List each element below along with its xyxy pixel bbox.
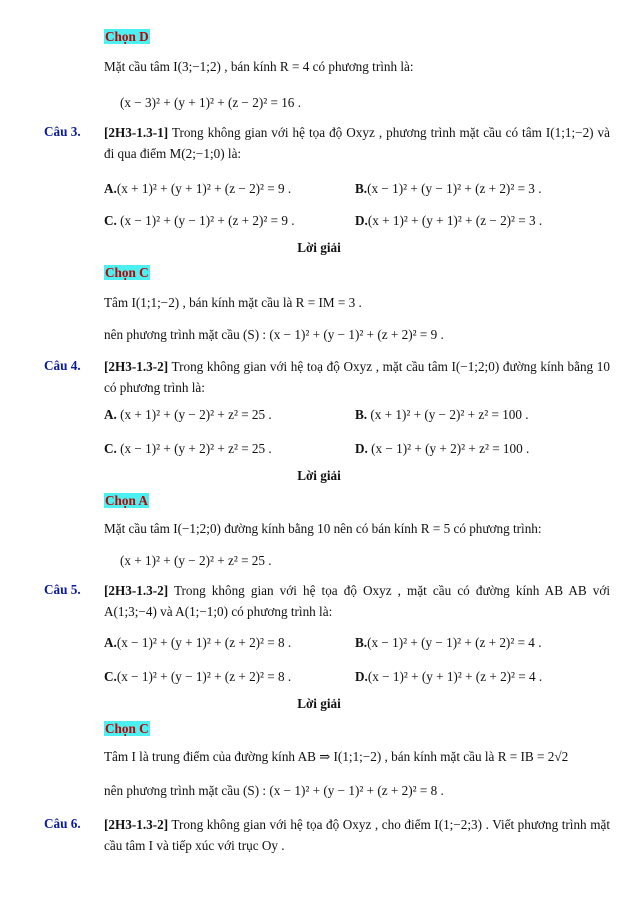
answer-choice-label [104, 264, 150, 282]
solution-line: Tâm I là trung điểm của đường kính AB ⇒ I(1;1;−2) , bán kính mặt cầu là R = IB = 2√2 [104, 749, 569, 764]
question-tag: [2H3-1.3-2] [104, 359, 169, 374]
choice-d: D.(x − 1)² + (y + 1)² + (z + 2)² = 4 . [355, 669, 543, 684]
solution-line: Tâm I(1;1;−2) , bán kính mặt cầu là R = IM = 3 . [104, 295, 362, 310]
solution-line: nên phương trình mặt cầu (S) : (x − 1)² + (y − 1)² + (z + 2)² = 9 . [104, 327, 444, 342]
choice-b: B.(x − 1)² + (y − 1)² + (z + 2)² = 4 . [355, 635, 542, 650]
answer-choice-label [104, 492, 149, 510]
solution-line: Mặt cầu tâm I(−1;2;0) đường kính bằng 10 nên có bán kính R = 5 có phương trình: [104, 521, 542, 536]
choice-c: C. (x − 1)² + (y − 1)² + (z + 2)² = 9 . [104, 213, 295, 228]
question-tag: [2H3-1.3-2] [104, 583, 169, 598]
equation: (x − 3)² + (y + 1)² + (z − 2)² = 16 . [120, 95, 301, 110]
question-body: Trong không gian với hệ tọa độ Oxyz , cho điểm I(1;−2;3) . Viết phương trình mặt cầu tâm I và tiếp xúc với trục Oy . [104, 817, 610, 853]
question-body: Trong không gian với hệ toạ độ Oxyz , mặt cầu tâm I(−1;2;0) đường kính bằng 10 có phương trình là: [104, 359, 610, 395]
choice-b: B.(x − 1)² + (y − 1)² + (z + 2)² = 3 . [355, 181, 542, 196]
highlight-chon-a: Chọn A [105, 493, 148, 508]
solution-heading: Lời giải [297, 468, 341, 483]
question-tag: [2H3-1.3-2] [104, 817, 169, 832]
choice-c: C.(x − 1)² + (y − 1)² + (z + 2)² = 8 . [104, 669, 292, 684]
choice-d: D.(x + 1)² + (y + 1)² + (z − 2)² = 3 . [355, 213, 543, 228]
question-text [104, 356, 610, 398]
question-number: Câu 6. [44, 816, 81, 831]
choice-d: D. (x − 1)² + (y + 2)² + z² = 100 . [355, 441, 530, 456]
solution-heading: Lời giải [297, 696, 341, 711]
question-text [104, 814, 610, 856]
answer-choice-label [104, 720, 150, 738]
choice-c: C. (x − 1)² + (y + 2)² + z² = 25 . [104, 441, 272, 456]
choice-a: A. (x + 1)² + (y − 2)² + z² = 25 . [104, 407, 272, 422]
highlight-chon-c: Chọn C [105, 265, 149, 280]
choice-b: B. (x + 1)² + (y − 2)² + z² = 100 . [355, 407, 529, 422]
solution-line: Mặt cầu tâm I(3;−1;2) , bán kính R = 4 có phương trình là: [104, 59, 414, 74]
highlight-chon-c: Chọn C [105, 721, 149, 736]
question-number: Câu 3. [44, 124, 81, 139]
question-text [104, 122, 610, 164]
highlight-chon-d: Chọn D [105, 29, 149, 44]
question-text [104, 580, 610, 622]
choice-a: A.(x − 1)² + (y + 1)² + (z + 2)² = 8 . [104, 635, 292, 650]
choice-a: A.(x + 1)² + (y + 1)² + (z − 2)² = 9 . [104, 181, 292, 196]
equation: (x + 1)² + (y − 2)² + z² = 25 . [120, 553, 272, 568]
solution-line: nên phương trình mặt cầu (S) : (x − 1)² + (y − 1)² + (z + 2)² = 8 . [104, 783, 444, 798]
solution-heading: Lời giải [297, 240, 341, 255]
question-number: Câu 5. [44, 582, 81, 597]
question-body: Trong không gian với hệ tọa độ Oxyz , mặt cầu có đường kính AB AB với A(1;3;−4) và A(1;−1;0) có phương trình là: [104, 583, 610, 619]
answer-choice-label [104, 28, 150, 46]
question-tag: [2H3-1.3-1] [104, 125, 169, 140]
question-body: Trong không gian với hệ tọa độ Oxyz , phương trình mặt cầu có tâm I(1;1;−2) và đi qua điểm M(2;−1;0) là: [104, 125, 610, 161]
question-number: Câu 4. [44, 358, 81, 373]
